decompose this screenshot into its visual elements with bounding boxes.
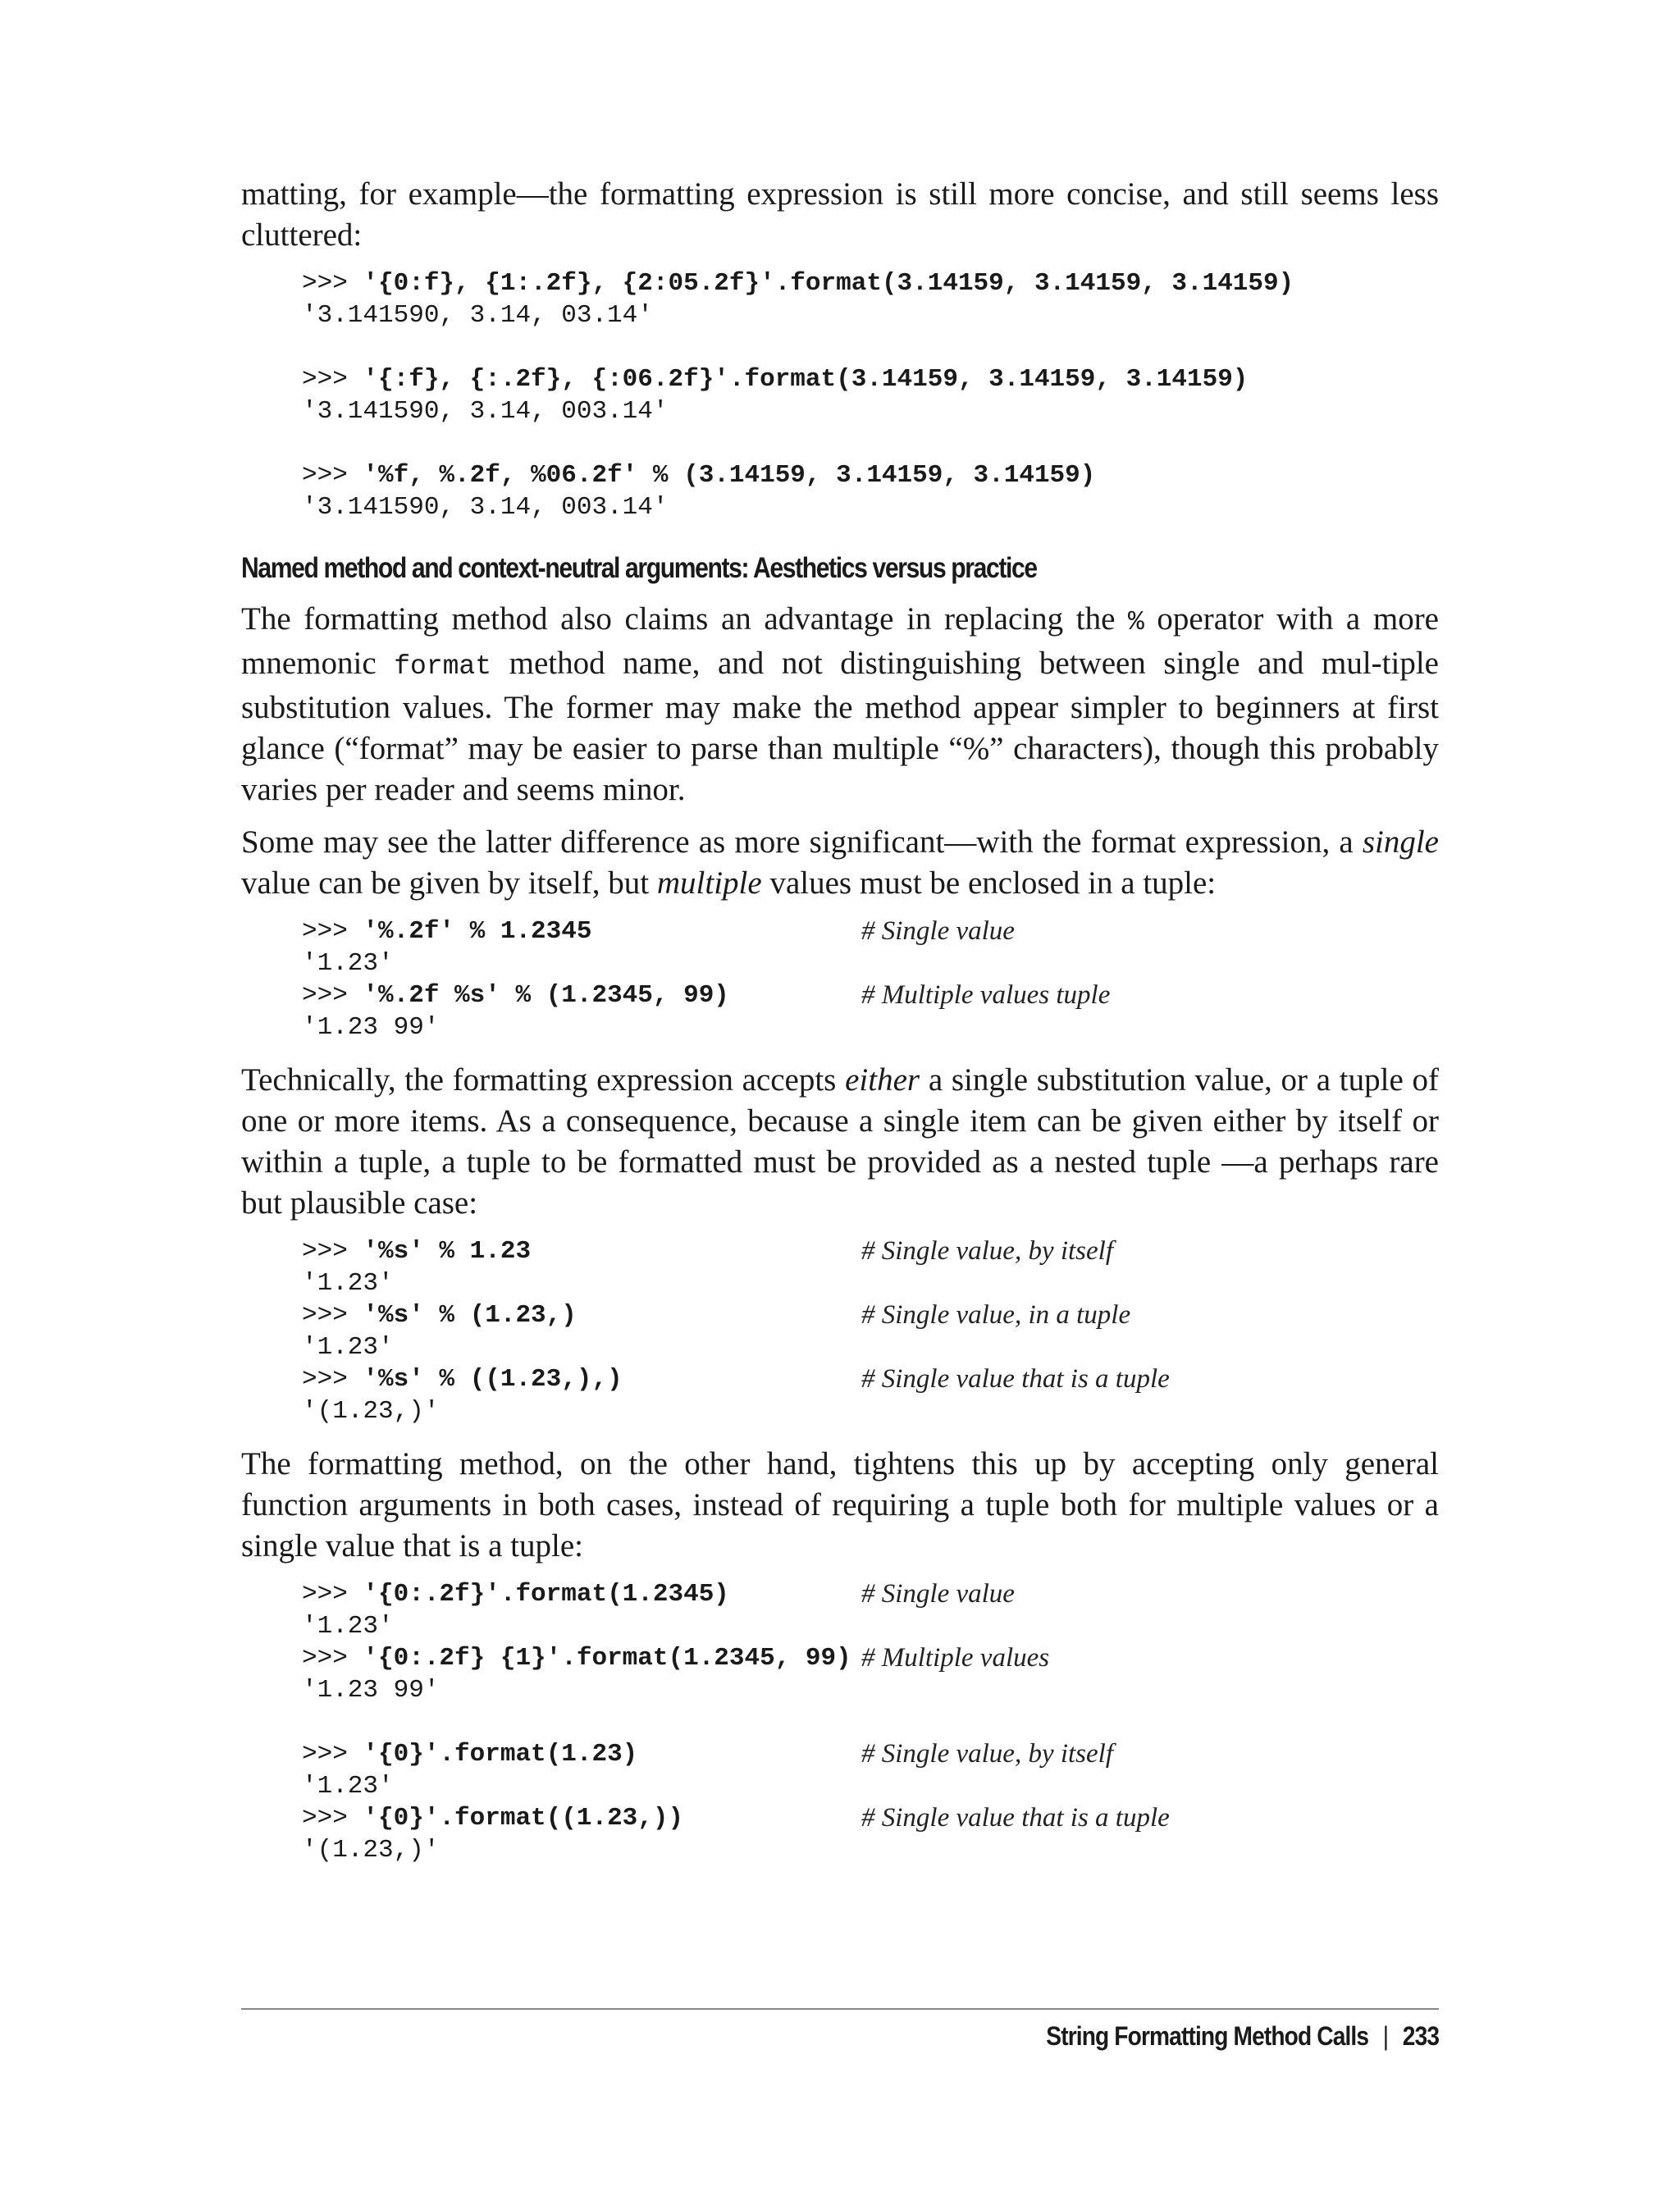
code-line: >>> '{0}'.format(1.23) # Single value, by itself — [302, 1739, 1114, 1769]
code-block-float-formats — [302, 267, 1439, 523]
page-number: 233 — [1402, 2021, 1439, 2051]
code-output: '1.23' — [302, 1772, 394, 1801]
code-comment: # Single value, by itself — [861, 1739, 1114, 1769]
code-block-nested-tuple — [302, 1235, 1439, 1427]
code-comment: # Single value, in a tuple — [861, 1300, 1131, 1330]
code-output: '(1.23,)' — [302, 1836, 440, 1865]
footer-rule — [241, 2008, 1439, 2010]
paragraph-method-name: The formatting method also claims an advantage in replacing the % operator with a more mnemonic format method name, and not distinguishing between single and mul-tiple substitution values. The former may make the method appear simpler to beginners at first glance (“format” may be easier to parse than multiple “%” characters), though this probably varies per reader and seems minor. — [241, 601, 1439, 807]
code-output: '(1.23,)' — [302, 1397, 440, 1426]
code-comment: # Single value — [861, 1579, 1015, 1609]
footer-separator: | — [1382, 2021, 1389, 2051]
page-body — [241, 174, 1439, 1883]
code-output: '1.23' — [302, 949, 394, 978]
code-line: >>> '{0:f}, {1:.2f}, {2:05.2f}'.format(3.14159, 3.14159, 3.14159) — [302, 269, 1294, 298]
code-comment: # Single value that is a tuple — [861, 1803, 1170, 1833]
code-line: >>> '{0}'.format((1.23,)) # Single value that is a tuple — [302, 1803, 1170, 1833]
code-line: >>> '%s' % (1.23,) # Single value, in a tuple — [302, 1300, 1131, 1330]
code-output: '3.141590, 3.14, 03.14' — [302, 301, 653, 330]
code-output: '1.23 99' — [302, 1013, 440, 1042]
page-footer — [1046, 2021, 1439, 2052]
section-heading: Named method and context-neutral arguments: Aesthetics versus practice — [241, 552, 1037, 584]
code-comment: # Single value, by itself — [861, 1236, 1114, 1266]
code-block-format-method — [302, 1578, 1439, 1866]
paragraph-formatting-method: The formatting method, on the other hand, tightens this up by accepting only general function arguments in both cases, instead of requiring a tuple both for multiple values or a single value that is a tuple: — [241, 1446, 1439, 1564]
code-output: '1.23 99' — [302, 1676, 440, 1705]
code-line: >>> '%f, %.2f, %06.2f' % (3.14159, 3.14159, 3.14159) — [302, 461, 1096, 490]
code-output: '1.23' — [302, 1612, 394, 1641]
code-comment: # Multiple values — [861, 1643, 1050, 1673]
code-comment: # Single value — [861, 916, 1015, 946]
code-output: '1.23' — [302, 1333, 394, 1362]
code-line: >>> '{0:.2f}'.format(1.2345) # Single value — [302, 1579, 1015, 1609]
code-comment: # Multiple values tuple — [861, 980, 1111, 1010]
footer-section-title: String Formatting Method Calls — [1046, 2021, 1369, 2051]
code-block-expression-tuple — [302, 915, 1439, 1043]
code-line: >>> '{0:.2f} {1}'.format(1.2345, 99) # Multiple values — [302, 1643, 1050, 1673]
code-line: >>> '{:f}, {:.2f}, {:06.2f}'.format(3.14159, 3.14159, 3.14159) — [302, 365, 1249, 394]
code-output: '3.141590, 3.14, 003.14' — [302, 493, 669, 522]
paragraph-technically: Technically, the formatting expression accepts either a single substitution value, or a tuple of one or more items. As a consequence, because a single item can be given either by itself or within a tuple, a tuple to be formatted must be provided as a nested tuple —a perhaps rare but plausible case: — [241, 1062, 1439, 1221]
paragraph-latter-difference: Some may see the latter difference as more significant—with the format expression, a single value can be given by itself, but multiple values must be enclosed in a tuple: — [241, 824, 1439, 901]
code-line: >>> '%s' % 1.23 # Single value, by itself — [302, 1236, 1114, 1266]
code-line: >>> '%.2f' % 1.2345 # Single value — [302, 916, 1015, 946]
code-output: '3.141590, 3.14, 003.14' — [302, 397, 669, 426]
code-comment: # Single value that is a tuple — [861, 1364, 1170, 1394]
code-line: >>> '%s' % ((1.23,),) # Single value that is a tuple — [302, 1364, 1170, 1394]
paragraph-intro: matting, for example—the formatting expression is still more concise, and still seems less cluttered: — [241, 176, 1439, 253]
code-output: '1.23' — [302, 1269, 394, 1298]
code-line: >>> '%.2f %s' % (1.2345, 99) # Multiple values tuple — [302, 980, 1111, 1010]
